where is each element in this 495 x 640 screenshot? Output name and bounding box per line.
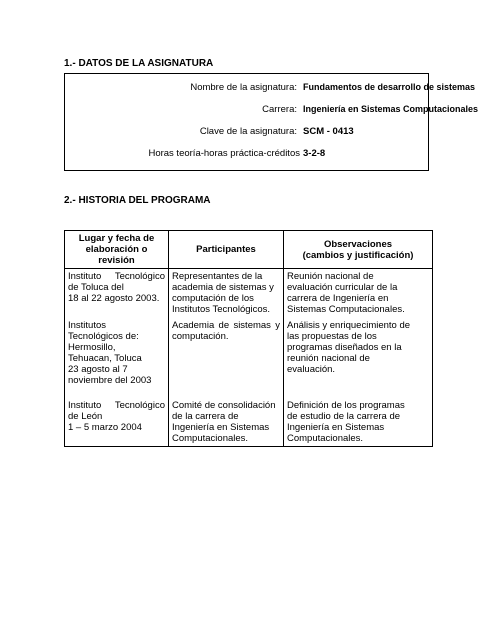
cell-participants: Comité de consolidación de la carrera de Ingeniería en Sistemas Computacionales. (169, 398, 284, 447)
table-row (65, 318, 433, 398)
cell-place-date: Instituto Tecnológico de León 1 – 5 marzo 2004 (65, 398, 169, 447)
header-participants: Participantes (169, 231, 284, 269)
course-data-box (64, 73, 479, 171)
info-row-hours-credits (65, 148, 428, 162)
section-2-heading: 2.- HISTORIA DEL PROGRAMA (64, 195, 211, 206)
cell-observations: Definición de los programas de estudio de la carrera de Ingeniería en Sistemas Computacionales. (284, 398, 433, 447)
course-name-value: Fundamentos de desarrollo de sistemas (303, 82, 476, 92)
cell-observations: Análisis y enriquecimiento de las propuestas de los programas diseñados en la reunión nacional de evaluación. (284, 318, 433, 398)
table-row (65, 398, 433, 447)
cell-observations: Reunión nacional de evaluación curricular de la carrera de Ingeniería en Sistemas Computacionales. (284, 269, 433, 319)
header-observations: Observaciones (cambios y justificación) (284, 231, 433, 269)
cell-participants: Academia de sistemas y computación. (169, 318, 284, 398)
table-header-row (65, 231, 433, 269)
cell-place-date: Institutos Tecnológicos de: Hermosillo, Tehuacan, Toluca 23 agosto al 7 noviembre del 2003 (65, 318, 169, 398)
career-value: Ingeniería en Sistemas Computacionales (303, 104, 479, 114)
program-history-table (64, 230, 433, 447)
hours-credits-value: 3-2-8 (303, 148, 326, 159)
course-name-label: Nombre de la asignatura: (190, 82, 297, 93)
info-row-course-name (65, 82, 476, 96)
info-row-course-code (65, 126, 428, 140)
section-1-heading: 1.- DATOS DE LA ASIGNATURA (64, 58, 214, 69)
course-code-value: SCM - 0413 (303, 126, 354, 137)
header-place-date: Lugar y fecha de elaboración o revisión (65, 231, 169, 269)
hours-credits-label: Horas teoría-horas práctica-créditos (148, 148, 300, 159)
table-row (65, 269, 433, 319)
cell-participants: Representantes de la academia de sistemas y computación de los Institutos Tecnológicos. (169, 269, 284, 319)
info-row-career (65, 104, 479, 118)
career-label: Carrera: (262, 104, 297, 115)
cell-place-date: Instituto Tecnológico de Toluca del 18 al 22 agosto 2003. (65, 269, 169, 319)
course-code-label: Clave de la asignatura: (199, 126, 297, 137)
